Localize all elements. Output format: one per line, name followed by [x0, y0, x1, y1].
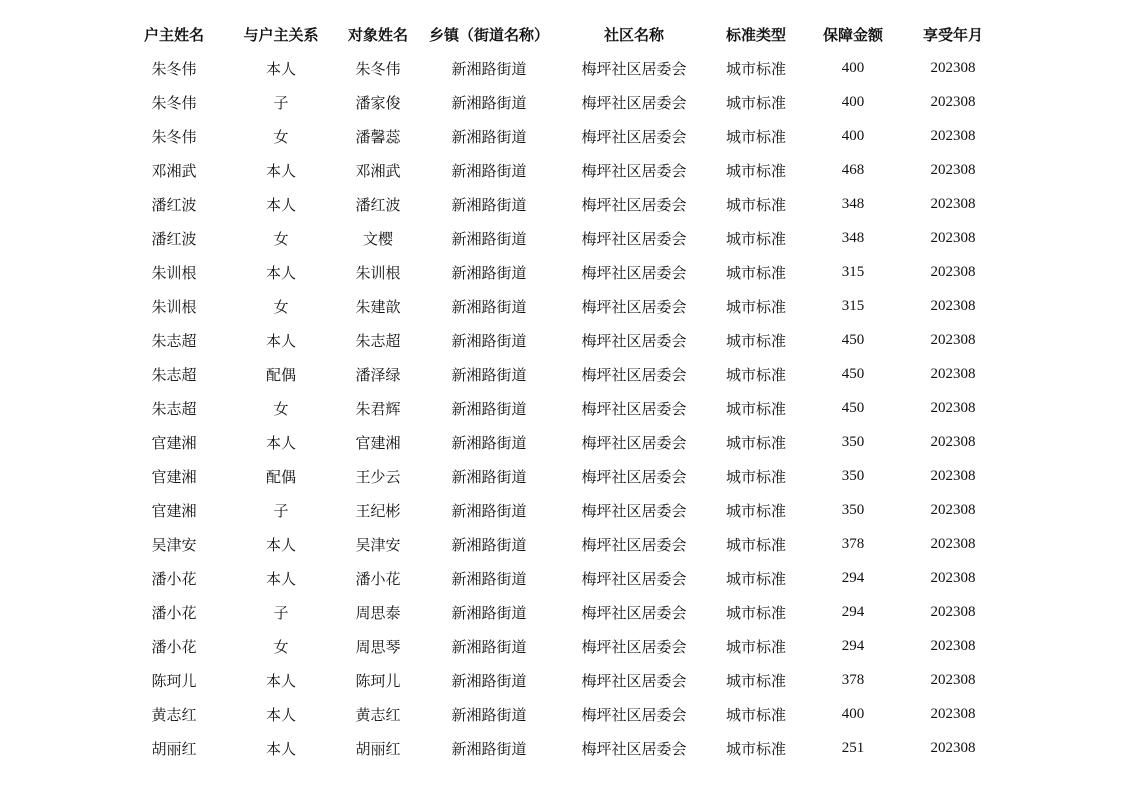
cell-period: 202308: [930, 399, 976, 416]
cell-township: 新湘路街道: [451, 399, 527, 418]
cell-period: 202308: [930, 161, 976, 178]
cell-householder-name: 黄志红: [151, 705, 197, 724]
cell-standard-type: 城市标准: [725, 161, 786, 180]
cell-recipient-name: 朱志超: [355, 331, 401, 350]
cell-recipient-name: 朱建歆: [355, 297, 401, 316]
cell-amount: 294: [841, 569, 865, 586]
cell-recipient-name: 胡丽红: [355, 739, 401, 758]
table-body: [125, 51, 1005, 765]
cell-amount: 315: [841, 263, 865, 280]
cell-period: 202308: [930, 467, 976, 484]
cell-householder-name: 潘小花: [151, 637, 197, 656]
cell-recipient-name: 朱冬伟: [355, 59, 401, 78]
cell-community: 梅坪社区居委会: [581, 535, 687, 554]
cell-householder-name: 官建湘: [151, 467, 197, 486]
cell-relation: 女: [273, 229, 289, 248]
cell-community: 梅坪社区居委会: [581, 161, 687, 180]
cell-householder-name: 朱冬伟: [151, 127, 197, 146]
cell-amount: 378: [841, 671, 865, 688]
cell-relation: 子: [273, 93, 289, 112]
cell-relation: 本人: [265, 569, 296, 588]
cell-householder-name: 朱志超: [151, 331, 197, 350]
cell-township: 新湘路街道: [451, 603, 527, 622]
cell-township: 新湘路街道: [451, 263, 527, 282]
cell-amount: 350: [841, 467, 865, 484]
cell-amount: 400: [841, 93, 865, 110]
cell-township: 新湘路街道: [451, 569, 527, 588]
cell-standard-type: 城市标准: [725, 433, 786, 452]
cell-householder-name: 潘小花: [151, 569, 197, 588]
cell-householder-name: 潘红波: [151, 229, 197, 248]
cell-amount: 400: [841, 127, 865, 144]
cell-period: 202308: [930, 739, 976, 756]
cell-standard-type: 城市标准: [725, 195, 786, 214]
cell-township: 新湘路街道: [451, 501, 527, 520]
cell-householder-name: 胡丽红: [151, 739, 197, 758]
cell-householder-name: 朱志超: [151, 365, 197, 384]
cell-householder-name: 吴津安: [151, 535, 197, 554]
cell-township: 新湘路街道: [451, 705, 527, 724]
cell-recipient-name: 潘馨蕊: [355, 127, 401, 146]
column-header-recipient-name: 对象姓名: [347, 25, 408, 44]
cell-relation: 女: [273, 127, 289, 146]
cell-relation: 本人: [265, 195, 296, 214]
cell-community: 梅坪社区居委会: [581, 229, 687, 248]
cell-amount: 400: [841, 59, 865, 76]
cell-period: 202308: [930, 569, 976, 586]
cell-relation: 配偶: [265, 467, 296, 486]
cell-community: 梅坪社区居委会: [581, 59, 687, 78]
cell-amount: 400: [841, 705, 865, 722]
cell-relation: 本人: [265, 705, 296, 724]
cell-amount: 450: [841, 365, 865, 382]
cell-township: 新湘路街道: [451, 467, 527, 486]
table-row: [125, 663, 1005, 697]
table-row: [125, 119, 1005, 153]
cell-relation: 本人: [265, 161, 296, 180]
cell-relation: 本人: [265, 263, 296, 282]
cell-township: 新湘路街道: [451, 331, 527, 350]
cell-householder-name: 陈珂儿: [151, 671, 197, 690]
cell-standard-type: 城市标准: [725, 127, 786, 146]
cell-period: 202308: [930, 297, 976, 314]
cell-period: 202308: [930, 637, 976, 654]
cell-community: 梅坪社区居委会: [581, 705, 687, 724]
cell-township: 新湘路街道: [451, 671, 527, 690]
cell-recipient-name: 周思泰: [355, 603, 401, 622]
cell-relation: 本人: [265, 433, 296, 452]
table-row: [125, 187, 1005, 221]
cell-period: 202308: [930, 501, 976, 518]
cell-period: 202308: [930, 93, 976, 110]
cell-standard-type: 城市标准: [725, 535, 786, 554]
table-row: [125, 629, 1005, 663]
cell-householder-name: 潘小花: [151, 603, 197, 622]
cell-community: 梅坪社区居委会: [581, 365, 687, 384]
cell-township: 新湘路街道: [451, 535, 527, 554]
cell-standard-type: 城市标准: [725, 59, 786, 78]
cell-relation: 子: [273, 501, 289, 520]
cell-householder-name: 官建湘: [151, 433, 197, 452]
cell-amount: 251: [841, 739, 865, 756]
cell-householder-name: 官建湘: [151, 501, 197, 520]
cell-community: 梅坪社区居委会: [581, 399, 687, 418]
cell-township: 新湘路街道: [451, 59, 527, 78]
cell-recipient-name: 官建湘: [355, 433, 401, 452]
cell-standard-type: 城市标准: [725, 229, 786, 248]
cell-householder-name: 朱冬伟: [151, 59, 197, 78]
cell-period: 202308: [930, 195, 976, 212]
header-row: [125, 17, 1005, 51]
cell-householder-name: 朱志超: [151, 399, 197, 418]
cell-period: 202308: [930, 365, 976, 382]
cell-standard-type: 城市标准: [725, 569, 786, 588]
cell-amount: 294: [841, 637, 865, 654]
table-row: [125, 595, 1005, 629]
column-header-standard-type: 标准类型: [725, 25, 786, 44]
cell-amount: 468: [841, 161, 865, 178]
table-header: [125, 17, 1005, 51]
cell-standard-type: 城市标准: [725, 603, 786, 622]
cell-recipient-name: 潘泽绿: [355, 365, 401, 384]
cell-amount: 294: [841, 603, 865, 620]
cell-amount: 450: [841, 331, 865, 348]
cell-amount: 348: [841, 229, 865, 246]
cell-recipient-name: 周思琴: [355, 637, 401, 656]
table-row: [125, 391, 1005, 425]
cell-recipient-name: 潘小花: [355, 569, 401, 588]
cell-amount: 350: [841, 433, 865, 450]
cell-recipient-name: 文樱: [362, 229, 393, 248]
cell-standard-type: 城市标准: [725, 467, 786, 486]
cell-householder-name: 潘红波: [151, 195, 197, 214]
cell-period: 202308: [930, 433, 976, 450]
cell-community: 梅坪社区居委会: [581, 331, 687, 350]
cell-recipient-name: 潘家俊: [355, 93, 401, 112]
table-row: [125, 153, 1005, 187]
cell-township: 新湘路街道: [451, 637, 527, 656]
cell-community: 梅坪社区居委会: [581, 569, 687, 588]
cell-relation: 配偶: [265, 365, 296, 384]
cell-period: 202308: [930, 263, 976, 280]
cell-standard-type: 城市标准: [725, 671, 786, 690]
cell-period: 202308: [930, 229, 976, 246]
cell-township: 新湘路街道: [451, 161, 527, 180]
cell-community: 梅坪社区居委会: [581, 297, 687, 316]
cell-householder-name: 邓湘武: [151, 161, 197, 180]
cell-period: 202308: [930, 127, 976, 144]
cell-community: 梅坪社区居委会: [581, 467, 687, 486]
cell-recipient-name: 王纪彬: [355, 501, 401, 520]
cell-recipient-name: 吴津安: [355, 535, 401, 554]
cell-amount: 315: [841, 297, 865, 314]
table-row: [125, 527, 1005, 561]
cell-standard-type: 城市标准: [725, 399, 786, 418]
cell-township: 新湘路街道: [451, 229, 527, 248]
table-row: [125, 221, 1005, 255]
cell-recipient-name: 朱君辉: [355, 399, 401, 418]
cell-relation: 本人: [265, 59, 296, 78]
cell-relation: 女: [273, 297, 289, 316]
column-header-township: 乡镇（街道名称）: [428, 25, 549, 44]
cell-community: 梅坪社区居委会: [581, 93, 687, 112]
cell-period: 202308: [930, 705, 976, 722]
cell-householder-name: 朱训根: [151, 297, 197, 316]
cell-period: 202308: [930, 535, 976, 552]
cell-relation: 女: [273, 399, 289, 418]
cell-community: 梅坪社区居委会: [581, 603, 687, 622]
cell-householder-name: 朱冬伟: [151, 93, 197, 112]
cell-standard-type: 城市标准: [725, 331, 786, 350]
cell-community: 梅坪社区居委会: [581, 433, 687, 452]
cell-standard-type: 城市标准: [725, 365, 786, 384]
cell-township: 新湘路街道: [451, 93, 527, 112]
column-header-period: 享受年月: [922, 25, 983, 44]
cell-community: 梅坪社区居委会: [581, 195, 687, 214]
cell-community: 梅坪社区居委会: [581, 671, 687, 690]
table-row: [125, 459, 1005, 493]
table-row: [125, 357, 1005, 391]
cell-recipient-name: 邓湘武: [355, 161, 401, 180]
cell-township: 新湘路街道: [451, 127, 527, 146]
cell-community: 梅坪社区居委会: [581, 739, 687, 758]
cell-township: 新湘路街道: [451, 433, 527, 452]
table-row: [125, 493, 1005, 527]
cell-township: 新湘路街道: [451, 739, 527, 758]
cell-amount: 348: [841, 195, 865, 212]
table-row: [125, 561, 1005, 595]
cell-amount: 450: [841, 399, 865, 416]
cell-period: 202308: [930, 59, 976, 76]
column-header-relation: 与户主关系: [243, 25, 319, 44]
cell-standard-type: 城市标准: [725, 93, 786, 112]
cell-standard-type: 城市标准: [725, 637, 786, 656]
cell-householder-name: 朱训根: [151, 263, 197, 282]
cell-relation: 本人: [265, 535, 296, 554]
cell-period: 202308: [930, 331, 976, 348]
cell-recipient-name: 潘红波: [355, 195, 401, 214]
cell-community: 梅坪社区居委会: [581, 501, 687, 520]
table-row: [125, 697, 1005, 731]
cell-community: 梅坪社区居委会: [581, 263, 687, 282]
cell-standard-type: 城市标准: [725, 739, 786, 758]
cell-period: 202308: [930, 603, 976, 620]
column-header-householder-name: 户主姓名: [143, 25, 204, 44]
cell-relation: 本人: [265, 671, 296, 690]
cell-standard-type: 城市标准: [725, 501, 786, 520]
table-row: [125, 51, 1005, 85]
cell-township: 新湘路街道: [451, 365, 527, 384]
cell-recipient-name: 王少云: [355, 467, 401, 486]
cell-community: 梅坪社区居委会: [581, 127, 687, 146]
cell-recipient-name: 陈珂儿: [355, 671, 401, 690]
document-page: [125, 17, 1005, 765]
cell-amount: 350: [841, 501, 865, 518]
cell-township: 新湘路街道: [451, 297, 527, 316]
cell-amount: 378: [841, 535, 865, 552]
cell-relation: 本人: [265, 739, 296, 758]
cell-recipient-name: 朱训根: [355, 263, 401, 282]
table-row: [125, 323, 1005, 357]
cell-standard-type: 城市标准: [725, 297, 786, 316]
cell-relation: 女: [273, 637, 289, 656]
cell-standard-type: 城市标准: [725, 263, 786, 282]
column-header-community: 社区名称: [603, 25, 664, 44]
column-header-amount: 保障金额: [822, 25, 883, 44]
cell-standard-type: 城市标准: [725, 705, 786, 724]
table-row: [125, 289, 1005, 323]
cell-relation: 本人: [265, 331, 296, 350]
cell-period: 202308: [930, 671, 976, 688]
cell-community: 梅坪社区居委会: [581, 637, 687, 656]
cell-township: 新湘路街道: [451, 195, 527, 214]
table-row: [125, 425, 1005, 459]
cell-recipient-name: 黄志红: [355, 705, 401, 724]
table-row: [125, 85, 1005, 119]
table-row: [125, 255, 1005, 289]
cell-relation: 子: [273, 603, 289, 622]
table-row: [125, 731, 1005, 765]
assistance-roster-table: [125, 17, 1005, 765]
